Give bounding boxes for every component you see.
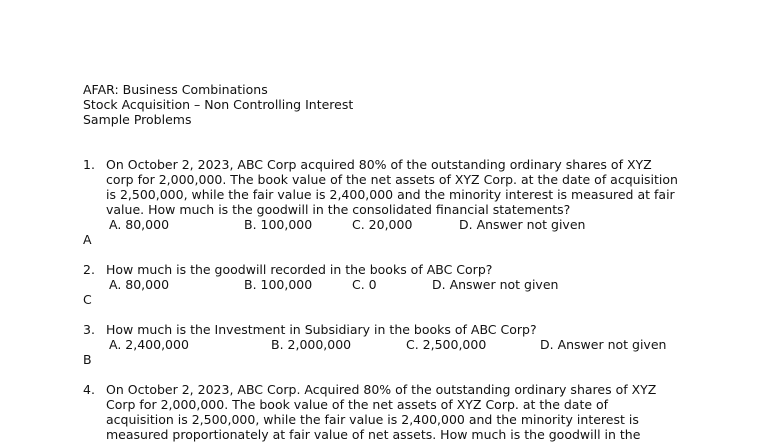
question-text (106, 322, 706, 337)
choice-c: C. 2,500,000 (406, 337, 487, 352)
question-1 (83, 157, 723, 247)
question-line: measured proportionately at fair value of net assets. How much is the goodwill in the (106, 427, 641, 442)
header-course-title: AFAR: Business Combinations (83, 82, 268, 97)
answer-key: A (83, 232, 92, 247)
choice-b: B. 2,000,000 (271, 337, 352, 352)
question-text (106, 157, 706, 217)
answer-key: C (83, 292, 92, 307)
question-line: How much is the Investment in Subsidiary in the books of ABC Corp? (106, 322, 537, 337)
question-line: Corp for 2,000,000. The book value of the net assets of XYZ Corp. at the date of (106, 397, 609, 412)
choice-a: A. 80,000 (109, 277, 170, 292)
document-header (83, 82, 353, 127)
question-4 (83, 382, 723, 442)
answer-choices (83, 277, 723, 292)
header-subtitle: Sample Problems (83, 112, 192, 127)
choice-c: C. 0 (352, 277, 377, 292)
answer-choices (83, 217, 723, 232)
choice-d: D. Answer not given (432, 277, 559, 292)
question-number: 3. (83, 322, 95, 337)
choice-a: A. 80,000 (109, 217, 170, 232)
header-topic: Stock Acquisition – Non Controlling Interest (83, 97, 354, 112)
question-2 (83, 262, 723, 307)
choice-a: A. 2,400,000 (109, 337, 189, 352)
question-3 (83, 322, 723, 367)
answer-choices (83, 337, 723, 352)
question-line: How much is the goodwill recorded in the books of ABC Corp? (106, 262, 493, 277)
question-number: 2. (83, 262, 95, 277)
question-text (106, 262, 706, 277)
question-line: On October 2, 2023, ABC Corp. Acquired 80% of the outstanding ordinary shares of XYZ (106, 382, 657, 397)
question-line: On October 2, 2023, ABC Corp acquired 80% of the outstanding ordinary shares of XYZ (106, 157, 652, 172)
question-text (106, 382, 706, 442)
question-line: value. How much is the goodwill in the consolidated financial statements? (106, 202, 571, 217)
choice-b: B. 100,000 (244, 277, 313, 292)
question-number: 1. (83, 157, 95, 172)
question-line: corp for 2,000,000. The book value of the net assets of XYZ Corp. at the date of acquisition (106, 172, 678, 187)
question-line: is 2,500,000, while the fair value is 2,400,000 and the minority interest is measured at fair (106, 187, 675, 202)
choice-c: C. 20,000 (352, 217, 413, 232)
question-number: 4. (83, 382, 95, 397)
choice-b: B. 100,000 (244, 217, 313, 232)
choice-d: D. Answer not given (459, 217, 586, 232)
question-line: acquisition is 2,500,000, while the fair value is 2,400,000 and the minority interest is (106, 412, 639, 427)
answer-key: B (83, 352, 92, 367)
choice-d: D. Answer not given (540, 337, 667, 352)
